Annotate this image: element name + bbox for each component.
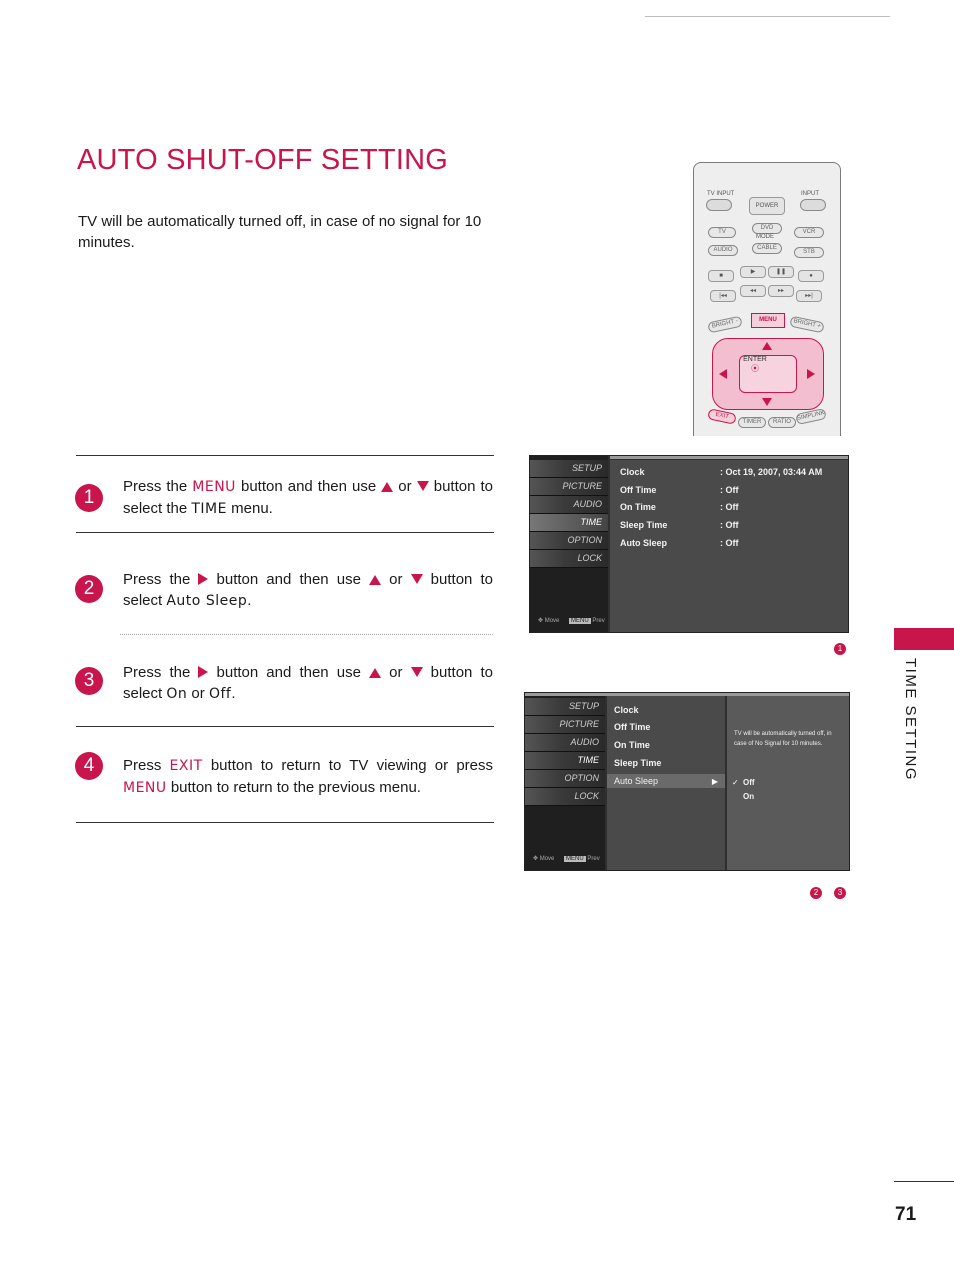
osd-row-label[interactable]: On Time [614,740,650,750]
cable-button[interactable]: CABLE [752,243,782,254]
osd-menu-option[interactable]: OPTION [530,532,608,550]
page-number-rule [894,1181,954,1182]
osd-time-panel [610,460,848,632]
step-number-1: 1 [75,484,103,512]
fast-forward-button[interactable]: ▸▸ [768,285,794,297]
simplink-button[interactable]: SIMPLINK [795,408,827,425]
skip-forward-button[interactable]: ▸▸| [796,290,822,302]
osd-menu-time[interactable]: TIME [530,514,608,532]
step-number-3: 3 [75,667,103,695]
right-arrow-icon [198,573,208,585]
exit-button[interactable]: EXIT [707,408,737,425]
ratio-button[interactable]: RATIO [768,417,796,428]
osd-screen-auto-sleep [524,692,850,871]
section-tab-label: TIME SETTING [902,658,919,781]
step-number-4: 4 [75,752,103,780]
pause-button[interactable]: ❚❚ [768,266,794,278]
osd-menu-time[interactable]: TIME [525,752,605,770]
input-button[interactable] [800,199,826,211]
rewind-button[interactable]: ◂◂ [740,285,766,297]
osd-row-label[interactable]: On Time [620,502,656,512]
osd-row-value: : Off [720,485,739,495]
step-divider-dotted [120,634,493,635]
osd-row-label[interactable]: Auto Sleep [620,538,668,548]
down-arrow-icon [411,574,423,584]
osd-option-on[interactable]: On [743,792,755,801]
down-arrow-icon[interactable] [762,398,772,406]
step-badge-2: 2 [810,887,822,899]
bright-plus-button[interactable]: BRIGHT + [789,316,825,334]
enter-label: ENTER ⦿ [738,356,772,374]
step-divider [76,726,494,727]
skip-back-button[interactable]: |◂◂ [710,290,736,302]
osd-menu-audio[interactable]: AUDIO [525,734,605,752]
step-3-text: Press the button and then use or button to select On or Off. [123,664,493,702]
check-icon: ✓ [732,778,739,787]
osd-help-text: TV will be automatically turned off, in case of No Signal for 10 minutes. [734,731,832,747]
timer-button[interactable]: TIMER [738,417,766,428]
osd-footer: ✥ Move MENU Prev [533,856,600,862]
osd-row-label: Auto Sleep [614,776,659,786]
page-number: 71 [895,1204,917,1225]
submenu-arrow-icon: ▶ [711,777,718,786]
stop-button[interactable]: ■ [708,270,734,282]
power-button[interactable]: POWER [749,197,785,215]
bright-minus-button[interactable]: BRIGHT - [707,316,743,334]
tv-input-label: TV INPUT [707,191,735,197]
osd-option-off[interactable]: Off [743,778,755,787]
move-icon: ✥ [533,856,539,862]
osd-row-label[interactable]: Off Time [614,722,651,732]
right-arrow-icon[interactable] [807,369,815,379]
step-badge-1: 1 [834,643,846,655]
audio-button[interactable]: AUDIO [708,245,738,256]
mode-label: MODE [756,234,774,240]
osd-main-menu [525,696,605,870]
left-arrow-icon[interactable] [719,369,727,379]
down-arrow-icon [417,481,429,491]
osd-row-label[interactable]: Clock [620,467,645,477]
intro-text: TV will be automatically turned off, in case of no signal for 10 minutes. [78,213,482,251]
osd-menu-setup[interactable]: SETUP [530,460,608,478]
top-rule [645,16,890,17]
osd-row-value: : Off [720,538,739,548]
record-button[interactable]: ● [798,270,824,282]
osd-main-menu [530,456,608,632]
osd-menu-picture[interactable]: PICTURE [525,716,605,734]
osd-menu-lock[interactable]: LOCK [530,550,608,568]
up-arrow-icon [381,482,393,492]
dvd-button[interactable]: DVD [752,223,782,234]
osd-screen-time-menu [529,455,849,633]
tv-button[interactable]: TV [708,227,736,238]
down-arrow-icon [411,667,423,677]
page-title: AUTO SHUT-OFF SETTING [77,144,449,176]
right-arrow-icon [198,666,208,678]
osd-row-label[interactable]: Clock [614,705,639,715]
step-divider [76,455,494,456]
osd-menu-picture[interactable]: PICTURE [530,478,608,496]
osd-row-value: : Off [720,502,739,512]
move-icon: ✥ [538,618,544,624]
osd-menu-lock[interactable]: LOCK [525,788,605,806]
osd-row-selected[interactable] [607,774,725,788]
step-badge-3: 3 [834,887,846,899]
osd-time-panel [607,696,725,870]
section-tab-marker [894,628,954,650]
step-1-text: Press the MENU button and then use or button to select the TIME menu. [123,478,493,517]
enter-dot-icon: ⦿ [751,364,759,373]
osd-option-panel [727,696,849,870]
menu-button[interactable]: MENU [751,313,785,328]
step-divider [76,822,494,823]
osd-footer: ✥ Move MENU Prev [538,618,605,624]
osd-row-label[interactable]: Sleep Time [614,758,662,768]
osd-menu-option[interactable]: OPTION [525,770,605,788]
tv-input-button[interactable] [706,199,732,211]
osd-menu-audio[interactable]: AUDIO [530,496,608,514]
play-button[interactable]: ▶ [740,266,766,278]
step-divider [76,532,494,533]
remote-control [693,162,841,436]
step-number-2: 2 [75,575,103,603]
navigation-pad[interactable] [712,338,824,410]
up-arrow-icon [369,575,381,585]
up-arrow-icon [369,668,381,678]
step-2-text: Press the button and then use or button to select Auto Sleep. [123,571,493,609]
stb-button[interactable]: STB [794,247,824,258]
osd-row-label[interactable]: Sleep Time [620,520,668,530]
osd-row-label[interactable]: Off Time [620,485,657,495]
osd-row-value: : Off [720,520,739,530]
up-arrow-icon[interactable] [762,342,772,350]
vcr-button[interactable]: VCR [794,227,824,238]
step-4-text: Press EXIT button to return to TV viewing or press MENU button to return to the previous menu. [123,757,493,796]
osd-menu-setup[interactable]: SETUP [525,698,605,716]
osd-row-value: : Oct 19, 2007, 03:44 AM [720,467,823,477]
input-label: INPUT [801,191,819,197]
